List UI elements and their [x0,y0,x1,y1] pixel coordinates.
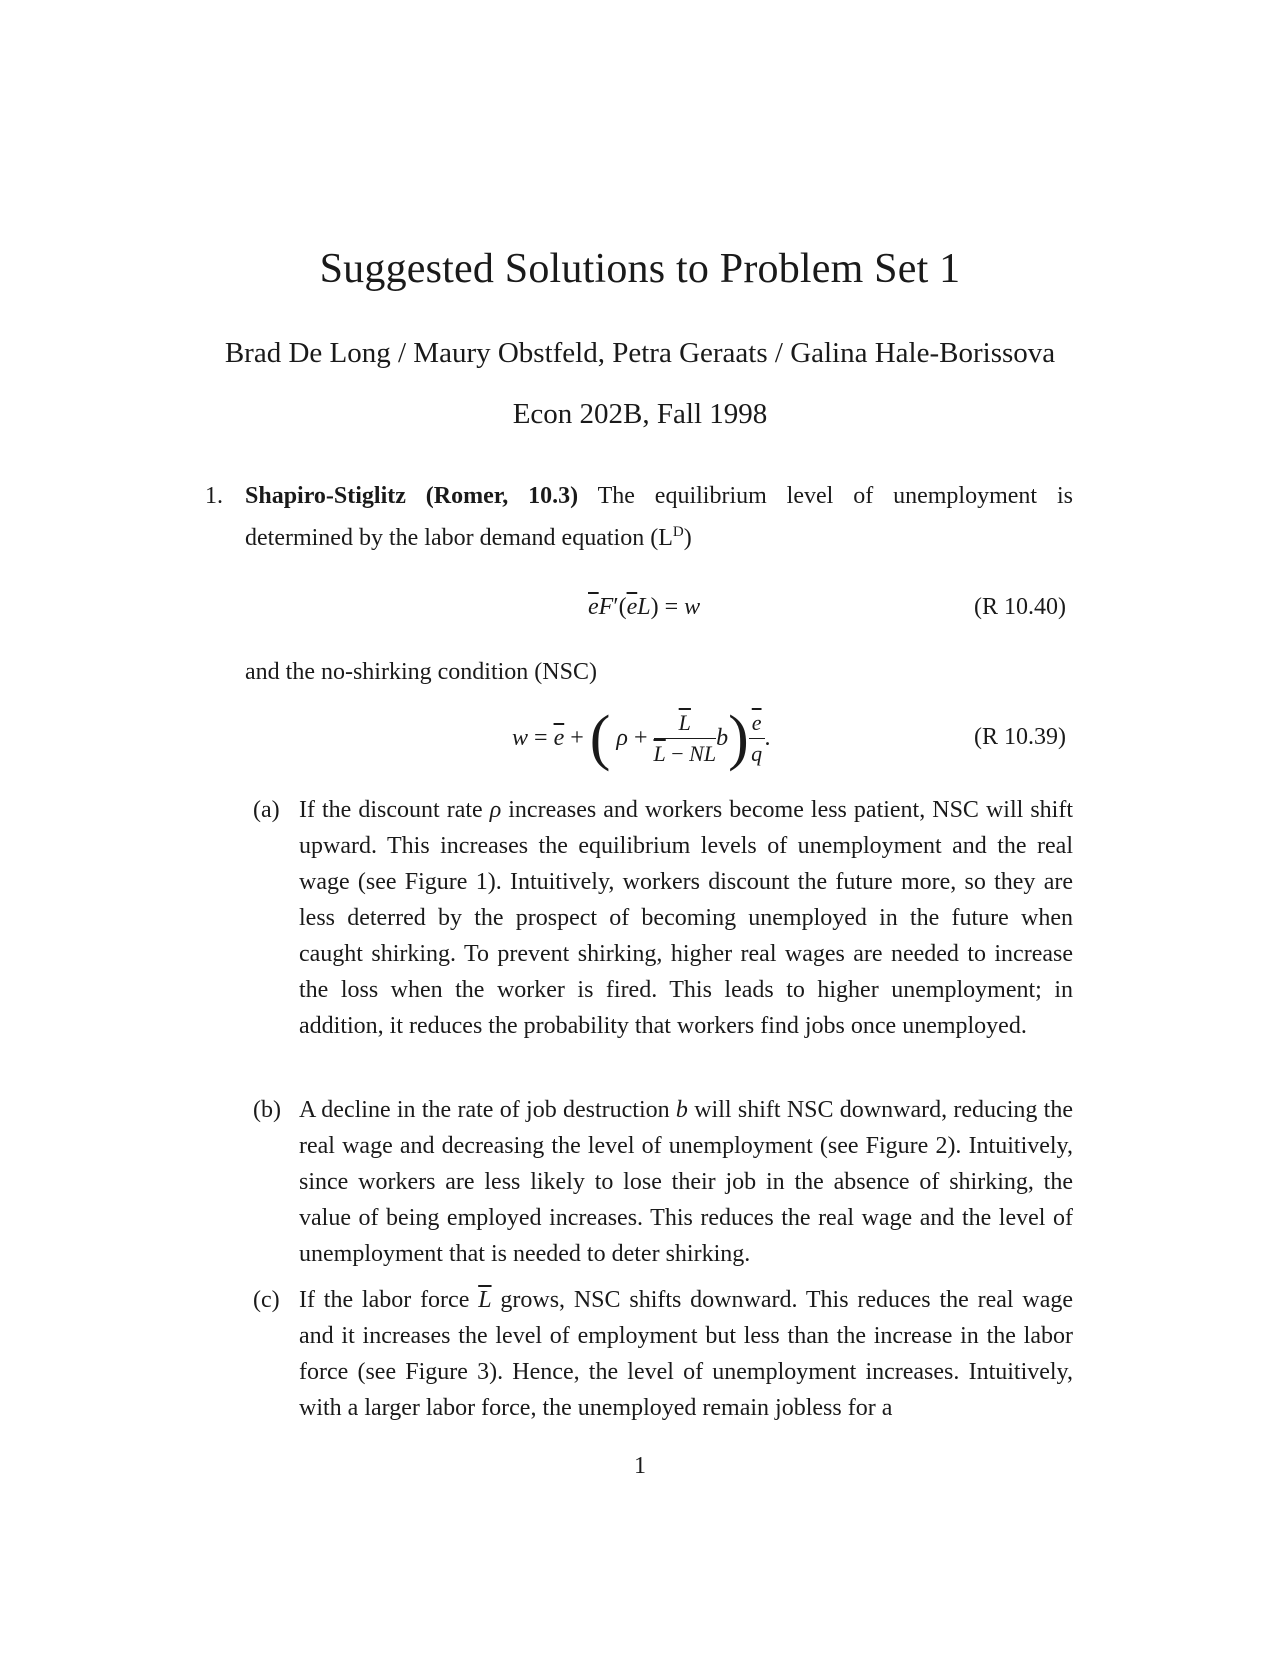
part-c-text [299,1282,1073,1426]
page-title: Suggested Solutions to Problem Set 1 [319,246,961,292]
symbol-b: b [675,1097,688,1123]
between-text: and the no-shirking condition (NSC) [245,659,597,685]
part-b-label: (b) [253,1097,281,1123]
superscript-d: D [672,524,684,540]
part-c-label: (c) [253,1287,280,1313]
equation-no-shirking: w = $\overline{e}$ + ( ρ + $\frac{\overline{L}}{\overline{L} - NL}$ b ) $\frac{\overline{e}}{q}$ . [512,704,771,772]
intro-close-paren: ) [683,525,692,551]
symbol-rho: ρ [489,797,502,823]
part-a-pre: If the discount rate [299,797,483,823]
problem-heading: Shapiro-Stiglitz (Romer, 10.3) [245,483,579,509]
part-b-pre: A decline in the rate of job destruction [299,1097,670,1123]
course-info: Econ 202B, Fall 1998 [512,398,768,430]
equation-label-r1039: (R 10.39) [974,724,1066,750]
part-a-post: increases and workers become less patient, NSC will shift upward. This increases the equilibrium levels of unemployment and the real wage (see Figure 1). Intuitively, workers discount the future more, so they are less deterred by the prospect of becoming unemployed in the future when caught shirking. To prevent shirking, higher real wages are needed to increase the loss when the worker is fired. This leads to higher unemployment; in addition, it reduces the probability that workers find jobs once unemployed. [299,797,1073,1039]
symbol-l-bar: $\overline{L}$ [478,1287,492,1313]
problem-number: 1. [205,483,223,509]
part-a-label: (a) [253,797,280,823]
problem-intro [245,478,1073,556]
part-a-text [299,792,1073,1044]
equation-labor-demand: $\overline{e}F'(\overline{e}L) = w$ [588,594,701,620]
part-c-pre: If the labor force [299,1287,470,1313]
part-c-post: grows, NSC shifts downward. This reduces the real wage and it increases the level of employment but less than the increase in the labor force (see Figure 3). Hence, the level of unemployment increases. Intuitively, with a larger labor force, the unemployed remain jobless for a [299,1287,1074,1421]
author-list: Brad De Long / Maury Obstfeld, Petra Geraats / Galina Hale-Borissova [224,337,1056,369]
page-number: 1 [634,1453,646,1479]
equation-label-r1040: (R 10.40) [974,594,1066,620]
problem-intro-text: The equilibrium level of unemployment is determined by the labor demand equation (L [245,483,1073,551]
part-b-text [299,1092,1073,1272]
part-b-post: will shift NSC downward, reducing the real wage and decreasing the level of unemployment (see Figure 2). Intuitively, since workers are less likely to lose their job in the absence of shirking, the value of being employed increases. This reduces the real wage and the level of unemployment that is needed to deter shirking. [299,1097,1073,1267]
